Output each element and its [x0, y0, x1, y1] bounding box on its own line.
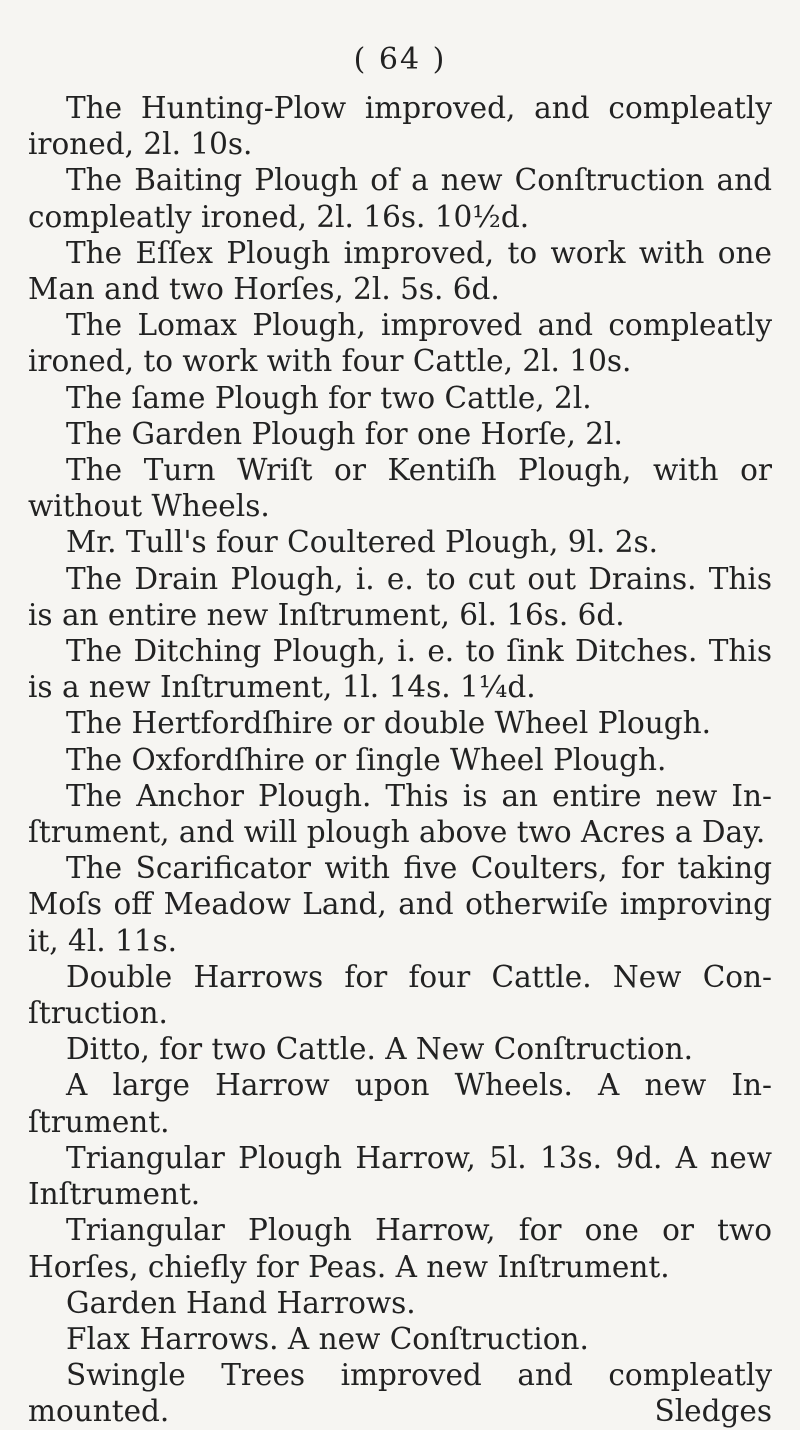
entry-triangular-harrow-peas: Triangular Plough Harrow, for one or two Horſes, chiefly for Peas. A new Inſtrument.: [28, 1213, 772, 1284]
entry-turn-wrist-plough: The Turn Wriſt or Kentiſh Plough, with or without Wheels.: [28, 453, 772, 524]
entry-oxfordshire-plough: The Oxfordſhire or ſingle Wheel Plough.: [66, 742, 667, 777]
entry-ditto-two-cattle: Ditto, for two Cattle. A New Conſtruction.: [66, 1032, 693, 1067]
entry-triangular-harrow: Triangular Plough Harrow, 5l. 13s. 9d. A new Inſtrument.: [28, 1140, 772, 1212]
entry-large-harrow: A large Harrow upon Wheels. A new Inſtrument.: [28, 1068, 772, 1139]
entry-garden-plough: The Garden Plough for one Horſe, 2l.: [66, 416, 623, 451]
text-block: [28, 90, 772, 1430]
entry-flax-harrows: Flax Harrows. A new Conſtruction.: [66, 1321, 589, 1356]
entry-scarificator: The Scarificator with five Coulters, for taking Moſs off Meadow Land, and otherwiſe improving it, 4l. 11s.: [28, 851, 772, 958]
entry-swingle-trees: Swingle Trees improved and compleatly mounted. Sledges: [28, 1358, 772, 1429]
entry-same-plough-two-cattle: The ſame Plough for two Cattle, 2l.: [66, 380, 592, 415]
entry-tull-plough: Mr. Tull's four Coultered Plough, 9l. 2s.: [66, 525, 658, 560]
entry-lomax-plough: The Lomax Plough, improved and compleatly ironed, to work with four Cattle, 2l. 10s.: [28, 308, 772, 379]
entry-baiting-plough: The Baiting Plough of a new Conſtruction and compleatly ironed, 2l. 16s. 10½d.: [28, 163, 772, 234]
page-header: ( 64 ): [353, 42, 447, 77]
entry-garden-hand-harrows: Garden Hand Harrows.: [66, 1285, 416, 1320]
entry-hertfordshire-plough: The Hertfordſhire or double Wheel Plough.: [66, 706, 711, 741]
entry-hunting-plow: The Hunting-Plow improved, and compleatly ironed, 2l. 10s.: [28, 91, 772, 162]
entry-drain-plough: The Drain Plough, i. e. to cut out Drains. This is an entire new Inſtrument, 6l. 16s. 6d.: [28, 561, 772, 632]
entry-ditching-plough: The Ditching Plough, i. e. to ſink Ditches. This is a new Inſtrument, 1l. 14s. 1¼d.: [28, 634, 772, 705]
entry-anchor-plough: The Anchor Plough. This is an entire new Inſtrument, and will plough above two Acres a Day.: [28, 778, 772, 850]
entry-double-harrows: Double Harrows for four Cattle. New Conſtruction.: [28, 959, 772, 1031]
entry-essex-plough: The Eſſex Plough improved, to work with one Man and two Horſes, 2l. 5s. 6d.: [28, 235, 772, 307]
